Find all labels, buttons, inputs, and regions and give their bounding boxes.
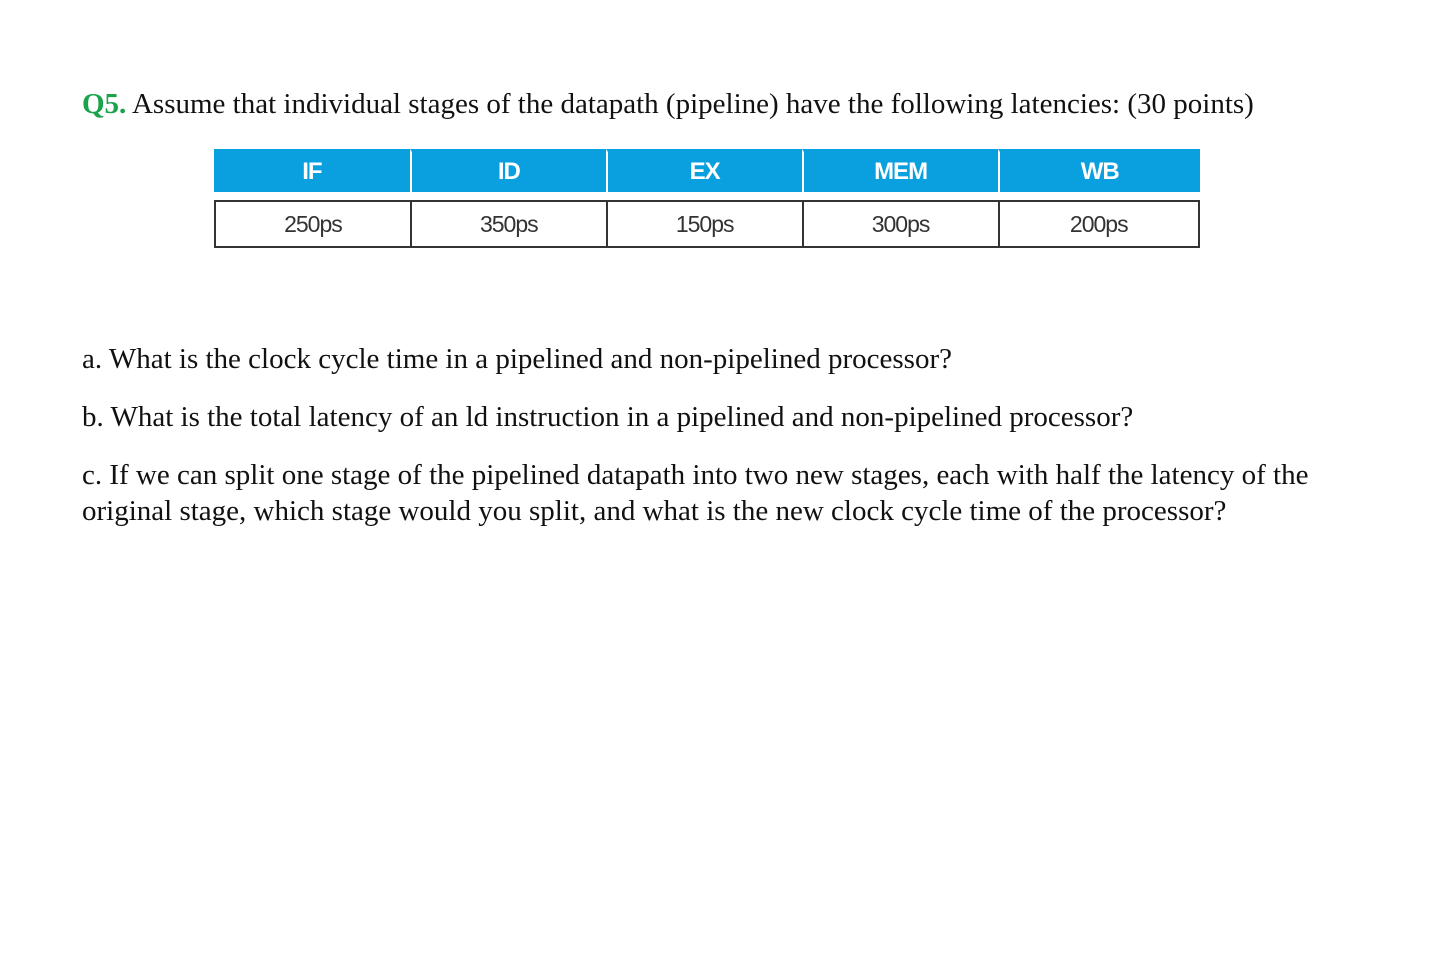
sub-question-c: c. If we can split one stage of the pipelined datapath into two new stages, each with half the latency of the original stage, which stage would you split, and what is the new clock cycle time of the processor? <box>82 459 1309 527</box>
header-if: IF <box>214 149 410 192</box>
table-row <box>214 200 1200 248</box>
sub-question-a: a. What is the clock cycle time in a pipelined and non-pipelined processor? <box>82 343 952 375</box>
value-mem: 300ps <box>802 200 998 248</box>
question-number: Q5. <box>82 88 127 120</box>
table-header-row <box>214 149 1200 192</box>
question-text: Assume that individual stages of the datapath (pipeline) have the following latencies: (30 points) <box>126 88 1254 120</box>
header-ex: EX <box>606 149 802 192</box>
sub-question-b: b. What is the total latency of an ld instruction in a pipelined and non-pipelined processor? <box>82 401 1134 433</box>
value-if: 250ps <box>214 200 410 248</box>
value-id: 350ps <box>410 200 606 248</box>
header-wb: WB <box>998 149 1201 192</box>
header-id: ID <box>410 149 606 192</box>
question-heading <box>82 84 1254 124</box>
value-wb: 200ps <box>998 200 1201 248</box>
table-gap <box>214 192 1200 200</box>
table-gap-row <box>214 192 1200 200</box>
header-mem: MEM <box>802 149 998 192</box>
value-ex: 150ps <box>606 200 802 248</box>
latency-table <box>214 149 1200 248</box>
